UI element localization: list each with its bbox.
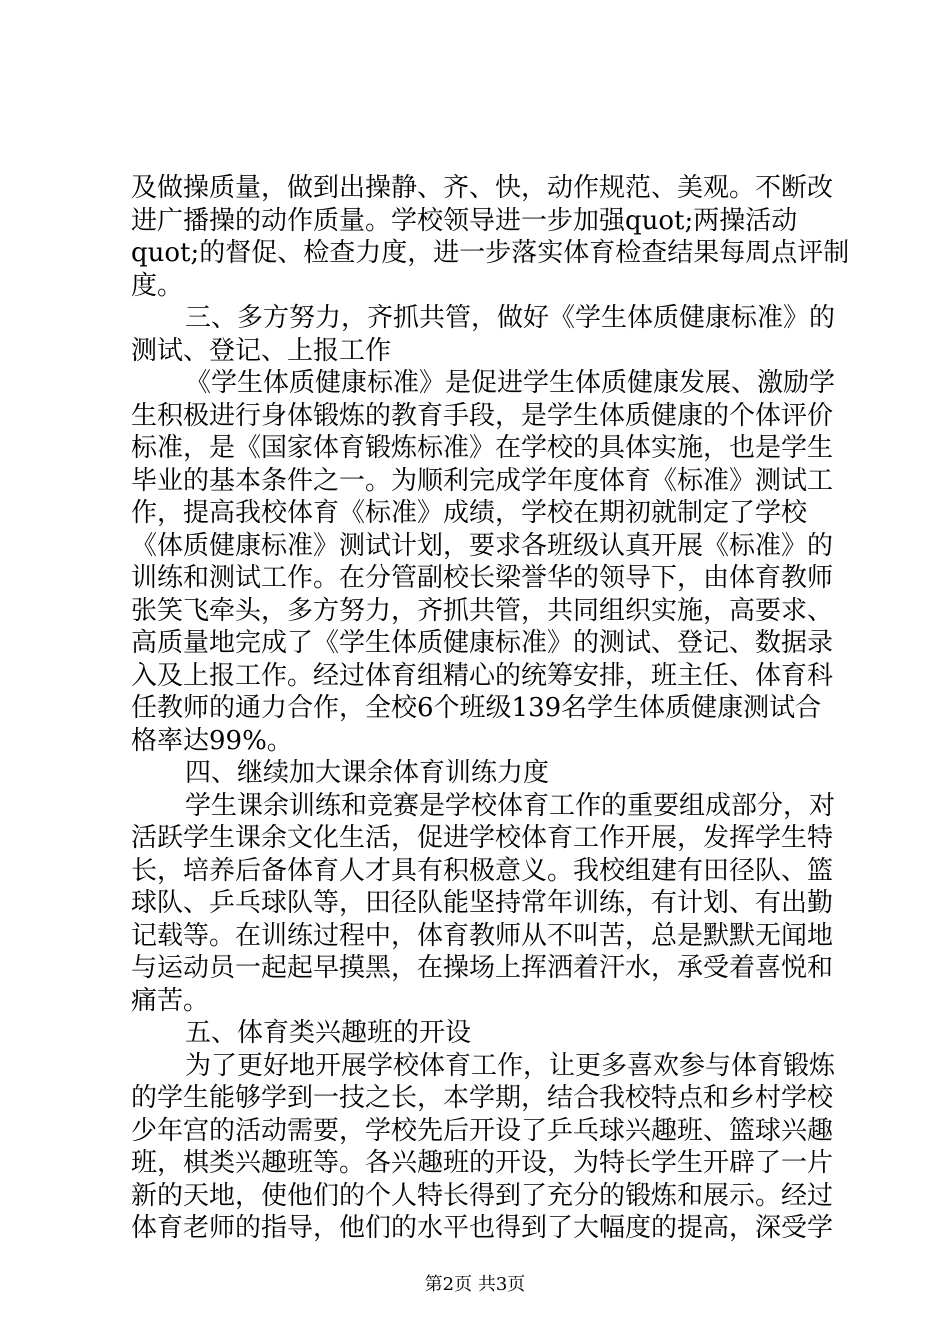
paragraph-line: 及做操质量，做到出操静、齐、快，动作规范、美观。不断改	[131, 173, 834, 203]
paragraph-line: quot;的督促、检查力度，进一步落实体育检查结果每周点评制	[131, 238, 850, 268]
paragraph-line: 高质量地完成了《学生体质健康标准》的测试、登记、数据录	[131, 628, 834, 658]
paragraph-line: 球队、乒乓球队等，田径队能坚持常年训练，有计划、有出勤	[131, 888, 834, 918]
paragraph-line: 少年宫的活动需要，学校先后开设了乒乓球兴趣班、篮球兴趣	[131, 1116, 834, 1146]
paragraph-line: 体育老师的指导，他们的水平也得到了大幅度的提高，深受学	[131, 1213, 834, 1243]
section-heading: 测试、登记、上报工作	[131, 336, 392, 366]
paragraph-line: 生积极进行身体锻炼的教育手段，是学生体质健康的个体评价	[131, 401, 834, 431]
paragraph-line: 《学生体质健康标准》是促进学生体质健康发展、激励学	[185, 368, 836, 398]
paragraph-line: 痛苦。	[131, 986, 210, 1016]
paragraph-line: 班，棋类兴趣班等。各兴趣班的开设，为特长学生开辟了一片	[131, 1148, 834, 1178]
paragraph-line: 进广播操的动作质量。学校领导进一步加强quot;两操活动	[131, 206, 798, 236]
paragraph-line: 《体质健康标准》测试计划，要求各班级认真开展《标准》的	[131, 531, 834, 561]
paragraph-line: 记载等。在训练过程中，体育教师从不叫苦，总是默默无闻地	[131, 921, 834, 951]
page-footer: 第2页 共3页	[424, 1274, 526, 1295]
paragraph-line: 标准，是《国家体育锻炼标准》在学校的具体实施，也是学生	[131, 433, 834, 463]
paragraph-line: 入及上报工作。经过体育组精心的统筹安排，班主任、体育科	[131, 661, 834, 691]
paragraph-line: 新的天地，使他们的个人特长得到了充分的锻炼和展示。经过	[131, 1181, 834, 1211]
paragraph-line: 训练和测试工作。在分管副校长梁誉华的领导下，由体育教师	[131, 563, 834, 593]
paragraph-line: 任教师的通力合作，全校6个班级139名学生体质健康测试合	[131, 693, 822, 723]
section-heading: 五、体育类兴趣班的开设	[185, 1018, 472, 1048]
paragraph-line: 张笑飞牵头，多方努力，齐抓共管，共同组织实施，高要求、	[131, 596, 834, 626]
paragraph-line: 学生课余训练和竞赛是学校体育工作的重要组成部分，对	[185, 791, 836, 821]
paragraph-line: 为了更好地开展学校体育工作，让更多喜欢参与体育锻炼	[185, 1051, 836, 1081]
paragraph-line: 度。	[131, 271, 184, 301]
section-heading: 四、继续加大课余体育训练力度	[185, 758, 550, 788]
paragraph-line: 长，培养后备体育人才具有积极意义。我校组建有田径队、篮	[131, 856, 834, 886]
paragraph-line: 作，提高我校体育《标准》成绩，学校在期初就制定了学校	[131, 498, 808, 528]
section-heading: 三、多方努力，齐抓共管，做好《学生体质健康标准》的	[185, 303, 836, 333]
paragraph-line: 活跃学生课余文化生活，促进学校体育工作开展，发挥学生特	[131, 823, 834, 853]
paragraph-line: 毕业的基本条件之一。为顺利完成学年度体育《标准》测试工	[131, 466, 834, 496]
paragraph-line: 格率达99%。	[131, 726, 293, 756]
paragraph-line: 与运动员一起起早摸黑，在操场上挥洒着汗水，承受着喜悦和	[131, 953, 834, 983]
paragraph-line: 的学生能够学到一技之长，本学期，结合我校特点和乡村学校	[131, 1083, 834, 1113]
